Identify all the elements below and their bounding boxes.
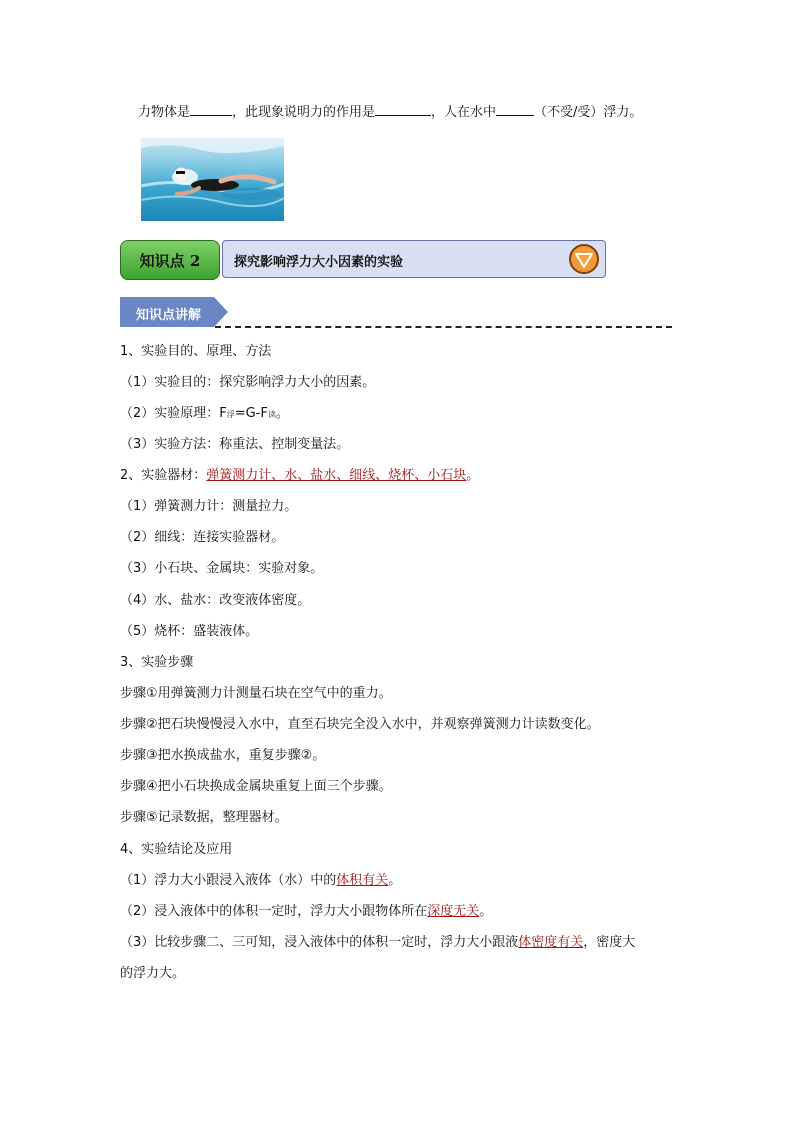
chevron-down-icon[interactable] — [569, 244, 599, 274]
conclusion-text: ，密度大 — [583, 935, 636, 950]
subscript: 浮 — [226, 410, 235, 419]
question-text-part: ，此现象说明力的作用是 — [232, 105, 376, 120]
list-item — [120, 903, 492, 921]
section-heading — [120, 467, 479, 485]
step-item: 步骤④把小石块换成金属块重复上面三个步骤。 — [120, 779, 392, 794]
heading-text: 。 — [466, 468, 480, 483]
conclusion-text: 。 — [388, 873, 402, 888]
principle-text: =G-F — [234, 406, 268, 421]
section-heading: 4、实验结论及应用 — [120, 842, 233, 857]
principle-text: 。 — [275, 406, 289, 421]
principle-text: （2）实验原理：F — [120, 406, 227, 421]
section-heading: 1、实验目的、原理、方法 — [120, 344, 272, 359]
conclusion-text: （1）浮力大小跟浸入液体（水）中的 — [120, 873, 337, 888]
heading-text: 2、实验器材： — [120, 468, 207, 483]
question-text-part: ，人在水中 — [431, 105, 497, 120]
list-item: （3）小石块、金属块：实验对象。 — [120, 561, 324, 576]
highlighted-text: 体密度有关 — [518, 935, 584, 950]
swimmer-illustration — [141, 138, 284, 221]
step-item: 步骤①用弹簧测力计测量石块在空气中的重力。 — [120, 686, 392, 701]
knowledge-point-badge — [120, 240, 220, 280]
step-item: 步骤②把石块慢慢浸入水中，直至石块完全没入水中，并观察弹簧测力计读数变化。 — [120, 717, 600, 732]
highlighted-text: 深度无关 — [427, 904, 480, 919]
question-text-part: 力物体是 — [138, 105, 191, 120]
explain-tab-label: 知识点讲解 — [136, 308, 202, 323]
section-divider — [215, 326, 672, 328]
fill-in-question-line — [138, 103, 642, 122]
subscript: 读 — [267, 410, 276, 419]
answer-blank-1[interactable] — [190, 103, 232, 116]
list-item — [120, 934, 635, 952]
list-item — [120, 405, 289, 424]
conclusion-text: （3）比较步骤二、三可知，浸入液体中的体积一定时，浮力大小跟液 — [120, 935, 519, 950]
chevron-down-icon-shape — [571, 246, 597, 272]
section-heading: 3、实验步骤 — [120, 655, 194, 670]
explain-tab — [120, 297, 228, 327]
step-item: 步骤③把水换成盐水，重复步骤②。 — [120, 748, 326, 763]
swimmer-photo — [141, 138, 284, 221]
question-text-part: （不受/受）浮力。 — [534, 105, 643, 120]
list-item: （2）细线：连接实验器材。 — [120, 530, 285, 545]
list-item — [120, 872, 401, 890]
highlighted-text: 弹簧测力计、水、盐水、细线、烧杯、小石块 — [206, 468, 467, 483]
list-item: （4）水、盐水：改变液体密度。 — [120, 593, 311, 608]
answer-blank-3[interactable] — [496, 103, 534, 116]
answer-blank-2[interactable] — [375, 103, 431, 116]
conclusion-text: （2）浸入液体中的体积一定时，浮力大小跟物体所在 — [120, 904, 428, 919]
knowledge-point-title: 探究影响浮力大小因素的实验 — [234, 255, 404, 270]
list-item: （1）实验目的：探究影响浮力大小的因素。 — [120, 375, 376, 390]
list-item-continuation: 的浮力大。 — [120, 966, 186, 981]
list-item: （1）弹簧测力计：测量拉力。 — [120, 499, 298, 514]
list-item: （5）烧杯：盛装液体。 — [120, 624, 259, 639]
conclusion-text: 。 — [479, 904, 493, 919]
list-item: （3）实验方法：称重法、控制变量法。 — [120, 437, 350, 452]
highlighted-text: 体积有关 — [336, 873, 389, 888]
knowledge-point-badge-label: 知识点 2 — [139, 251, 201, 270]
knowledge-point-title-bar — [222, 240, 606, 278]
step-item: 步骤⑤记录数据，整理器材。 — [120, 810, 288, 825]
